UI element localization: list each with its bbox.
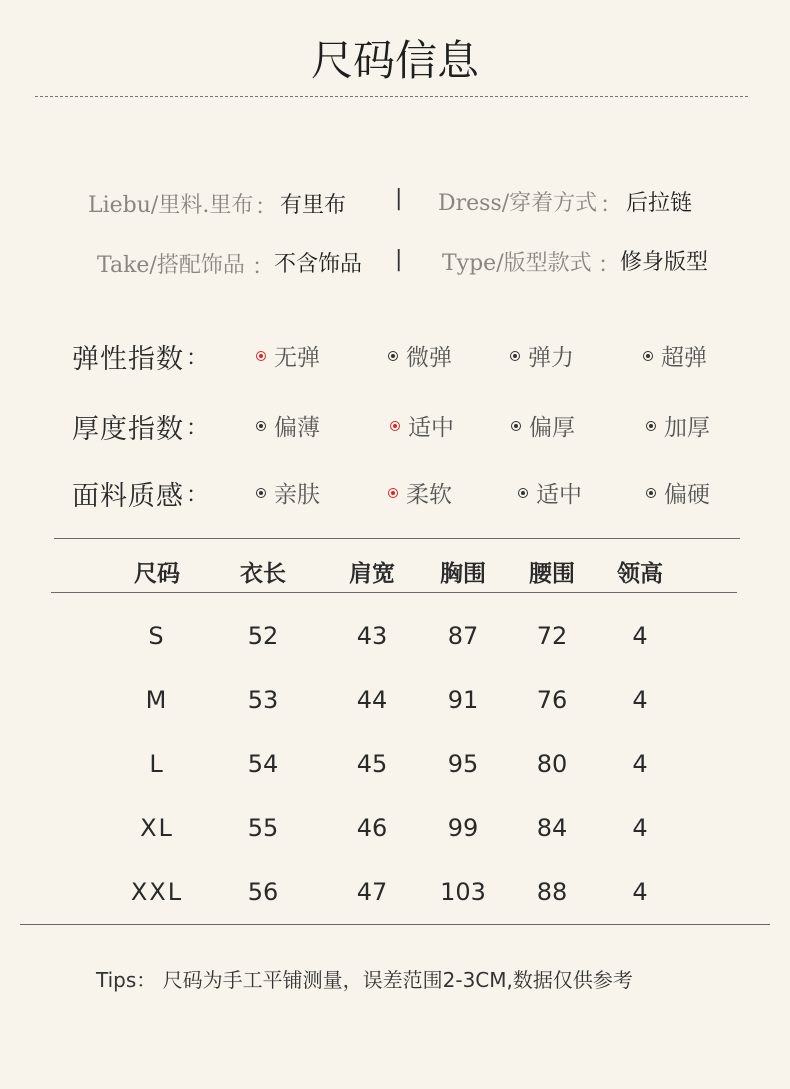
cell-shoulder: 44 [356,686,388,714]
cell-shoulder: 47 [356,878,388,906]
cell-bust: 87 [447,622,479,650]
thickness-option-label: 偏厚 [529,415,575,441]
attr-separator: | [395,186,403,211]
cell-length: 52 [247,622,279,650]
radio-selected-icon [390,421,400,431]
cell-collar: 4 [632,686,648,714]
header-size: 尺码 [134,560,180,587]
thickness-colon: ： [186,416,210,441]
cell-waist: 88 [536,878,568,906]
cell-length: 55 [247,814,279,842]
attr-type-label: Type/版型款式 [442,251,592,276]
cell-shoulder: 43 [356,622,388,650]
cell-waist: 72 [536,622,568,650]
cell-shoulder: 46 [356,814,388,842]
attr-lining-value: 有里布 [280,193,347,218]
radio-selected-icon [388,488,398,498]
elasticity-colon: ： [186,346,210,371]
header-shoulder: 肩宽 [349,560,395,587]
cell-bust: 95 [447,750,479,778]
attr-lining-colon: ： [255,195,278,220]
cell-length: 54 [247,750,279,778]
cell-shoulder: 45 [356,750,388,778]
header-collar: 领高 [617,560,663,587]
thickness-label: 厚度指数 [72,414,184,445]
cell-size: S [148,622,166,650]
elasticity-option[interactable] [510,339,574,372]
header-bust: 胸围 [440,560,486,587]
radio-icon [646,488,656,498]
elasticity-label: 弹性指数 [72,344,184,375]
texture-option[interactable] [256,476,320,509]
cell-waist: 84 [536,814,568,842]
radio-icon [646,421,656,431]
cell-size: L [149,750,165,778]
elasticity-option[interactable] [256,339,320,372]
cell-length: 56 [247,878,279,906]
title-divider [35,96,748,97]
cell-waist: 80 [536,750,568,778]
texture-option-label: 柔软 [406,482,452,508]
texture-option-label: 偏硬 [664,482,710,508]
cell-size: XXL [130,878,184,906]
cell-bust: 103 [440,878,486,906]
elasticity-option[interactable] [643,339,707,372]
attr-accessory-colon: ： [252,255,275,280]
radio-icon [256,488,266,498]
cell-bust: 91 [447,686,479,714]
tips-note: Tips： 尺码为手工平铺测量，误差范围2-3CM,数据仅供参考 [96,968,633,992]
attr-wearing-value: 后拉链 [626,191,693,216]
thickness-option-label: 适中 [408,415,454,441]
page-title: 尺码信息 [310,36,479,85]
radio-icon [256,421,266,431]
thickness-option[interactable] [511,409,575,442]
elasticity-option-label: 弹力 [528,345,574,371]
radio-icon [388,351,398,361]
elasticity-option-label: 无弹 [274,345,320,371]
radio-icon [643,351,653,361]
radio-selected-icon [256,351,266,361]
table-header-border [51,592,737,593]
attr-accessory-value: 不含饰品 [274,252,363,277]
cell-collar: 4 [632,878,648,906]
attr-wearing-label: Dress/穿着方式 [438,191,598,216]
thickness-option-label: 偏薄 [274,415,320,441]
texture-colon: ： [186,483,210,508]
cell-bust: 99 [447,814,479,842]
thickness-option-label: 加厚 [664,415,710,441]
cell-collar: 4 [632,622,648,650]
attr-accessory-label: Take/搭配饰品 [97,253,245,278]
texture-option-label: 亲肤 [274,482,320,508]
texture-option-label: 适中 [536,482,582,508]
header-waist: 腰围 [529,560,575,587]
attr-type-colon: ： [598,253,621,278]
attr-type-value: 修身版型 [620,250,709,275]
attr-wearing-colon: ： [600,193,623,218]
elasticity-option[interactable] [388,339,452,372]
cell-length: 53 [247,686,279,714]
radio-icon [518,488,528,498]
cell-collar: 4 [632,814,648,842]
cell-size: XL [140,814,174,842]
elasticity-option-label: 超弹 [661,345,707,371]
texture-option[interactable] [388,476,452,509]
thickness-option[interactable] [390,409,454,442]
thickness-option[interactable] [646,409,710,442]
radio-icon [510,351,520,361]
cell-size: M [145,686,169,714]
thickness-option[interactable] [256,409,320,442]
header-length: 衣长 [240,560,286,587]
cell-collar: 4 [632,750,648,778]
attr-lining-label: Liebu/里料.里布 [88,193,254,218]
elasticity-option-label: 微弹 [406,345,452,371]
table-top-border [54,538,740,539]
texture-label: 面料质感 [72,481,184,512]
texture-option[interactable] [518,476,582,509]
attr-separator: | [395,247,403,272]
radio-icon [511,421,521,431]
table-bottom-border [20,924,770,925]
cell-waist: 76 [536,686,568,714]
texture-option[interactable] [646,476,710,509]
